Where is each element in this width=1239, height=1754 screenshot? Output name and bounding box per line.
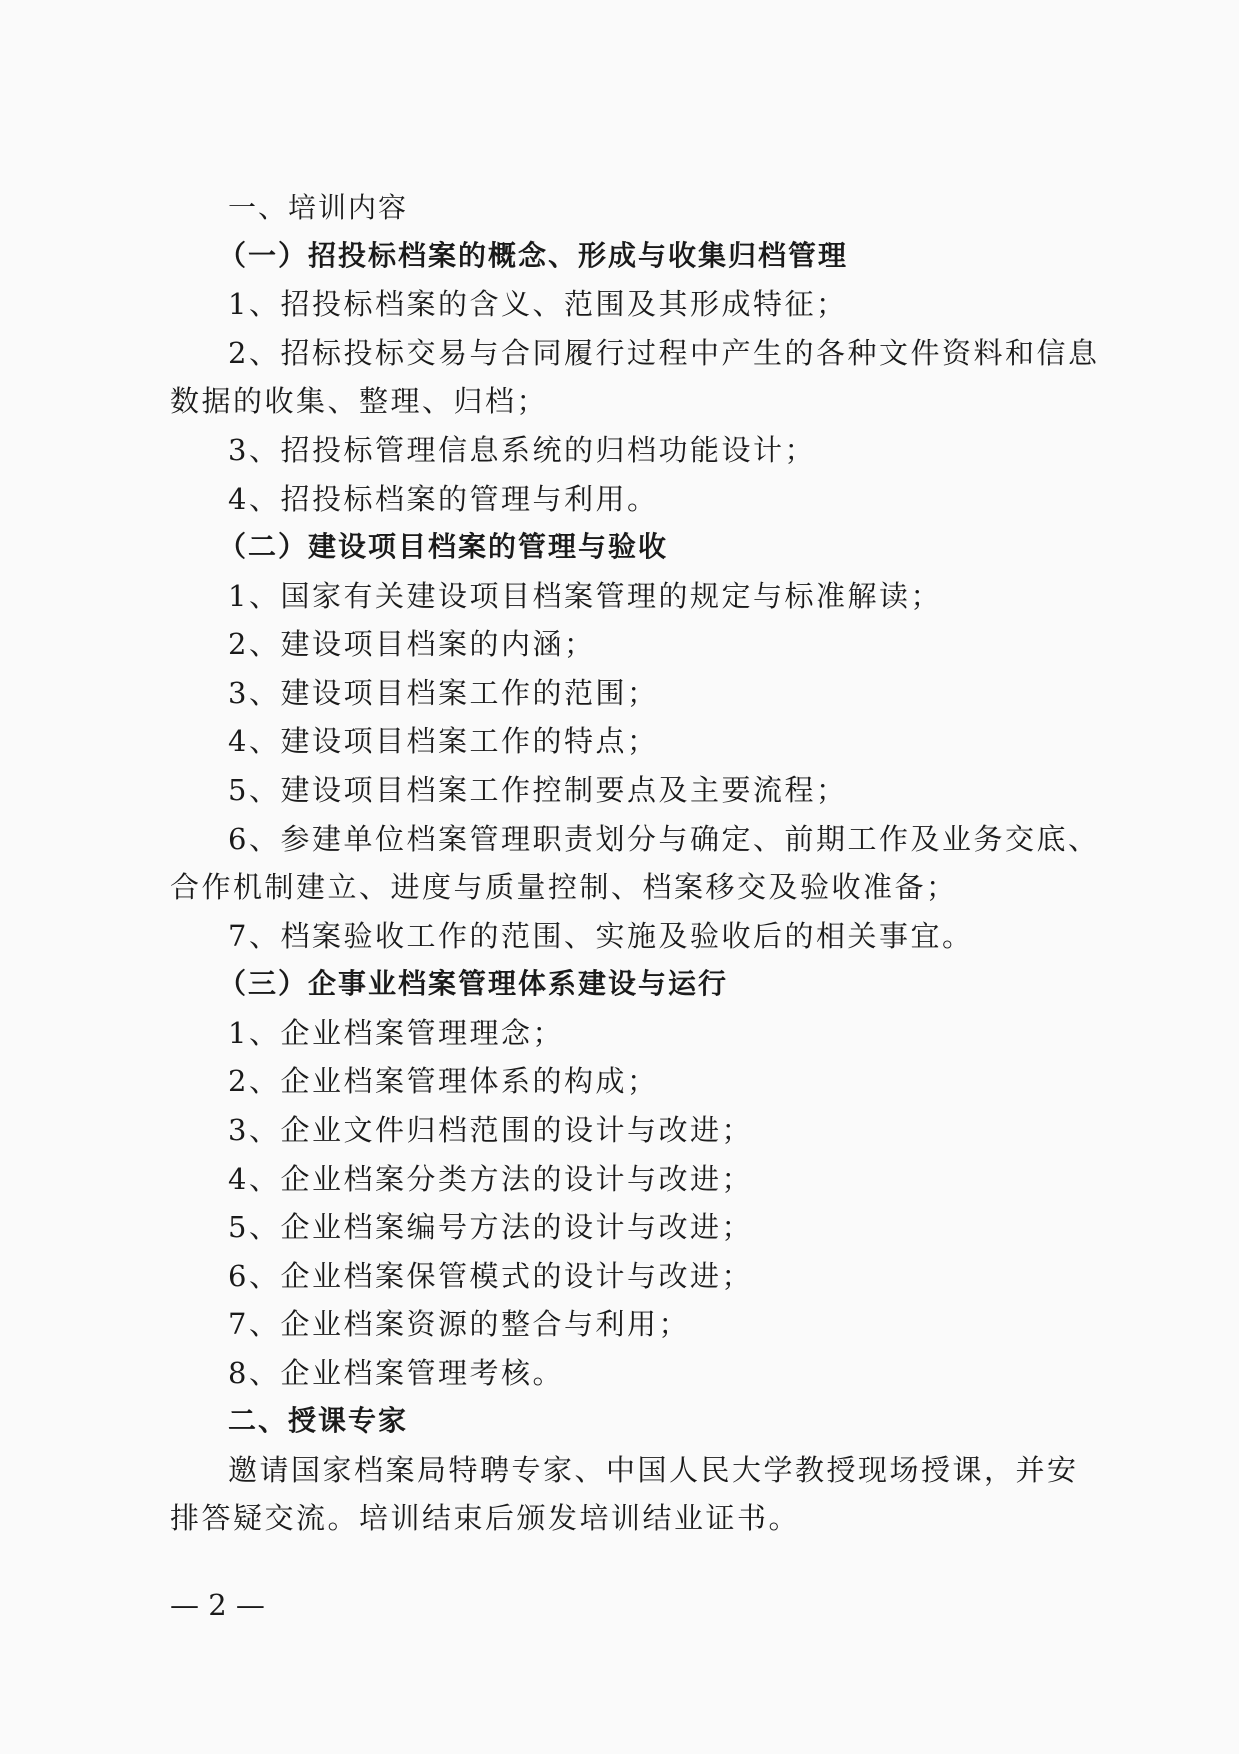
page-number: — 2 —: [170, 1588, 265, 1622]
list-item: 7、企业档案资源的整合与利用；: [228, 1307, 690, 1341]
list-item-continuation: 合作机制建立、进度与质量控制、档案移交及验收准备；: [170, 870, 958, 904]
list-item: 3、建设项目档案工作的范围；: [228, 676, 659, 710]
section-title-construction-archives: （二）建设项目档案的管理与验收: [218, 530, 669, 563]
list-item: 8、企业档案管理考核。: [228, 1356, 564, 1390]
section-title-enterprise-archives: （三）企事业档案管理体系建设与运行: [218, 967, 729, 1000]
list-item: 4、建设项目档案工作的特点；: [228, 724, 659, 758]
list-item: 1、企业档案管理理念；: [228, 1016, 564, 1050]
list-item: 7、档案验收工作的范围、实施及验收后的相关事宜。: [228, 919, 974, 953]
list-item: 4、招投标档案的管理与利用。: [228, 482, 659, 516]
list-item: 3、招投标管理信息系统的归档功能设计；: [228, 433, 816, 467]
list-item: 6、参建单位档案管理职责划分与确定、前期工作及业务交底、: [228, 822, 1100, 856]
list-item: 6、企业档案保管模式的设计与改进；: [228, 1259, 753, 1293]
paragraph-experts: 邀请国家档案局特聘专家、中国人民大学教授现场授课，并安: [228, 1453, 1079, 1487]
heading-lecturers: 二、授课专家: [228, 1404, 409, 1437]
list-item: 5、建设项目档案工作控制要点及主要流程；: [228, 773, 848, 807]
list-item: 5、企业档案编号方法的设计与改进；: [228, 1210, 753, 1244]
section-title-bidding-archives: （一）招投标档案的概念、形成与收集归档管理: [218, 239, 849, 272]
list-item: 4、企业档案分类方法的设计与改进；: [228, 1162, 753, 1196]
list-item: 3、企业文件归档范围的设计与改进；: [228, 1113, 753, 1147]
paragraph-experts-continuation: 排答疑交流。培训结束后颁发培训结业证书。: [170, 1501, 801, 1535]
heading-training-content: 一、培训内容: [228, 191, 409, 224]
list-item-continuation: 数据的收集、整理、归档；: [170, 384, 549, 418]
list-item: 1、国家有关建设项目档案管理的规定与标准解读；: [228, 579, 942, 613]
list-item: 2、招标投标交易与合同履行过程中产生的各种文件资料和信息: [228, 336, 1100, 370]
list-item: 2、建设项目档案的内涵；: [228, 627, 596, 661]
list-item: 2、企业档案管理体系的构成；: [228, 1064, 659, 1098]
list-item: 1、招投标档案的含义、范围及其形成特征；: [228, 287, 848, 321]
